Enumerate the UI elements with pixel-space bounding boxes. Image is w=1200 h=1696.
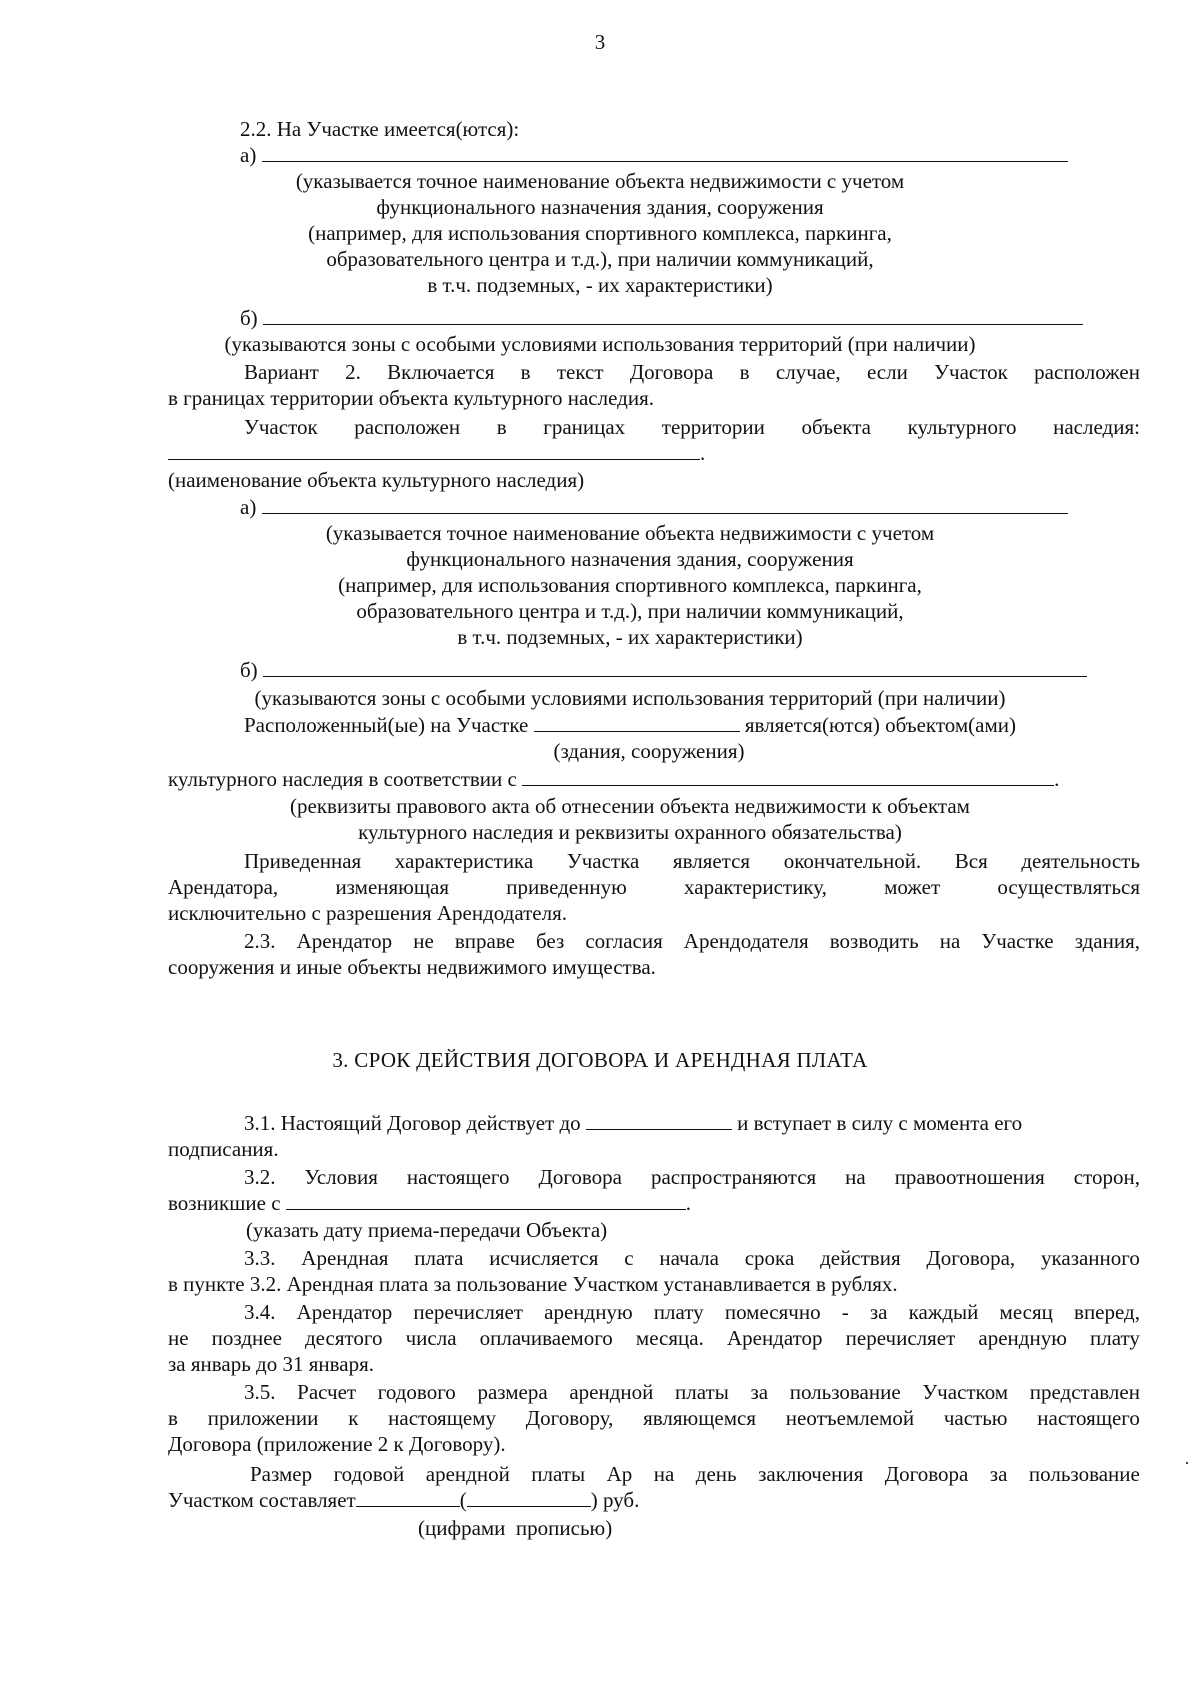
word: без [536, 929, 565, 953]
characteristic-line-3: исключительно с разрешения Арендодателя. [168, 901, 568, 925]
paren-open: ( [459, 1488, 467, 1512]
clause-3-4-line-1 [244, 1299, 1140, 1325]
variant2-a-hint-3: (например, для использования спортивного комплекса, паркинга, [338, 573, 922, 597]
word: изменяющая [335, 875, 450, 899]
clause-3-5-line-2 [168, 1405, 1140, 1431]
word: плату [1090, 1326, 1140, 1350]
clause-2-2-b-line [240, 305, 1083, 331]
word: 3.4. [244, 1300, 276, 1324]
word: частью [943, 1406, 1008, 1430]
word: на [939, 929, 961, 953]
word: Расчет [297, 1380, 357, 1404]
act-hint-1: (реквизиты правового акта об отнесении объекта недвижимости к объектам [290, 794, 970, 818]
clause-2-2-title: 2.2. На Участке имеется(ются): [240, 117, 520, 141]
word: каждый [908, 1300, 979, 1324]
word: являющемся [643, 1406, 757, 1430]
word: оплачиваемого [479, 1326, 613, 1350]
word: территории [661, 415, 765, 439]
word: здания, [1074, 929, 1140, 953]
word: Участке [981, 929, 1054, 953]
located-blank [534, 713, 740, 732]
word: арендной [425, 1462, 510, 1486]
word: к [348, 1406, 359, 1430]
word: в [739, 360, 750, 384]
rent-words-blank [467, 1488, 591, 1507]
word: позднее [211, 1326, 282, 1350]
clause-2-2-a-hint-3: (например, для использования спортивного комплекса, паркинга, [308, 221, 892, 245]
item-a-blank [262, 495, 1068, 514]
word: Ар [606, 1462, 633, 1486]
word: Договора, [926, 1246, 1016, 1270]
item-b-blank [263, 306, 1083, 325]
characteristic-line-2 [168, 874, 1140, 900]
variant2-a-hint-5: в т.ч. подземных, - их характеристики) [457, 625, 803, 649]
word: годового [377, 1380, 456, 1404]
scan-speck [1186, 1462, 1188, 1464]
word: размера [477, 1380, 548, 1404]
period: . [700, 441, 706, 465]
word: вправе [454, 929, 515, 953]
word: исчисляется [489, 1246, 599, 1270]
clause-3-5-line-1 [244, 1379, 1140, 1405]
word: в [168, 1406, 178, 1430]
word: не [168, 1326, 189, 1350]
word: с [624, 1246, 634, 1270]
located-line [244, 712, 1016, 738]
period: . [685, 1191, 692, 1215]
word: в [496, 415, 507, 439]
word: Размер [250, 1462, 313, 1486]
word: приложении [207, 1406, 319, 1430]
clause-3-4-line-3: за январь до 31 января. [168, 1352, 375, 1376]
word: на [845, 1165, 866, 1189]
word: согласия [585, 929, 663, 953]
word: характеристику, [684, 875, 827, 899]
word: Договора [538, 1165, 623, 1189]
word: пользование [1028, 1462, 1140, 1486]
word: Участком [922, 1380, 1009, 1404]
word: Договора [884, 1462, 969, 1486]
word: годовой [333, 1462, 405, 1486]
word: день [695, 1462, 737, 1486]
term-end-date-blank [586, 1111, 732, 1130]
word: настоящему [388, 1406, 496, 1430]
word: Участок [934, 360, 1008, 384]
word: распространяются [650, 1165, 817, 1189]
word: перечисляет [845, 1326, 956, 1350]
word: Участка [566, 849, 640, 873]
clause-3-2-hint: (указать дату приема-передачи Объекта) [246, 1218, 608, 1242]
word: Договору, [525, 1406, 614, 1430]
word: окончательной. [783, 849, 922, 873]
clause-2-3-line-1 [244, 928, 1140, 954]
word: является [672, 849, 751, 873]
located-start: Расположенный(ые) на Участке [244, 713, 529, 737]
word: культурного [907, 415, 1017, 439]
word: пользование [789, 1380, 901, 1404]
clause-3-1-line-1 [244, 1110, 1022, 1136]
clause-2-2-a-hint-4: образовательного центра и т.д.), при наличии коммуникаций, [326, 247, 874, 271]
word: Арендодателя [683, 929, 809, 953]
word: приведенную [506, 875, 627, 899]
word: расположен [354, 415, 461, 439]
clause-2-2-a-hint-1: (указывается точное наименование объекта недвижимости с учетом [295, 169, 905, 193]
word: если [866, 360, 908, 384]
variant2-a-hint-1: (указывается точное наименование объекта недвижимости с учетом [325, 521, 935, 545]
word: неотъемлемой [785, 1406, 915, 1430]
heritage-name-blank [168, 441, 700, 460]
word: Арендатор [296, 1300, 393, 1324]
word: 3.2. [244, 1165, 276, 1189]
clause-3-3-line-1 [244, 1245, 1140, 1271]
word: Условия [304, 1165, 378, 1189]
period: . [1054, 767, 1060, 791]
word: объекта [801, 415, 871, 439]
word: платы [675, 1380, 729, 1404]
word: срока [744, 1246, 795, 1270]
word: месяца. [635, 1326, 704, 1350]
rent-digits-blank [356, 1488, 460, 1507]
act-hint-2: культурного наследия и реквизиты охранного обязательства) [358, 820, 902, 844]
word: не [413, 929, 434, 953]
word: за [750, 1380, 769, 1404]
word: Вся [954, 849, 988, 873]
clause-3-3-line-2: в пункте 3.2. Арендная плата за пользование Участком устанавливается в рублях. [168, 1272, 898, 1296]
heritage-compliance-blank [522, 767, 1054, 786]
word: текст [556, 360, 604, 384]
clause-3-4-line-2 [168, 1325, 1140, 1351]
word: помесячно [724, 1300, 821, 1324]
word: сторон, [1073, 1165, 1140, 1189]
heritage-compliance-start: культурного наследия в соответствии с [168, 767, 517, 791]
handover-date-blank [286, 1191, 686, 1210]
variant2-line-3 [244, 414, 1140, 440]
page-number: 3 [594, 30, 606, 54]
word: десятого [305, 1326, 383, 1350]
item-b-label: б) [240, 306, 258, 330]
word: плата [414, 1246, 464, 1270]
word: Включается [387, 360, 495, 384]
clause-2-3-line-2: сооружения и иные объекты недвижимого имущества. [168, 955, 656, 979]
buildings-hint: (здания, сооружения) [553, 739, 745, 763]
word: месяц [999, 1300, 1053, 1324]
variant2-line-1 [244, 359, 1140, 385]
word: наследия: [1053, 415, 1140, 439]
clause-2-2-a-hint-2: функционального назначения здания, сооружения [376, 195, 824, 219]
heritage-compliance-line [168, 766, 1059, 792]
word: может [884, 875, 941, 899]
clause-3-1-start: 3.1. Настоящий Договор действует до [244, 1111, 581, 1135]
clause-3-1-line-2: подписания. [168, 1137, 279, 1161]
word: случае, [775, 360, 841, 384]
word: 3.5. [244, 1380, 276, 1404]
word: Приведенная [244, 849, 362, 873]
variant2-a-hint-4: образовательного центра и т.д.), при наличии коммуникаций, [356, 599, 904, 623]
word: плату [653, 1300, 704, 1324]
item-a-label: а) [240, 495, 257, 519]
word: вперед, [1074, 1300, 1140, 1324]
variant2-a-line [240, 494, 1068, 520]
word: 3.3. [244, 1246, 276, 1270]
clause-2-2-a-line [240, 142, 1068, 168]
word: деятельность [1021, 849, 1140, 873]
word: представлен [1029, 1380, 1140, 1404]
word: в [520, 360, 531, 384]
word: возводить [829, 929, 919, 953]
word: числа [405, 1326, 457, 1350]
rent-size-line-2 [168, 1487, 639, 1513]
rent-size-line-1 [250, 1461, 1140, 1487]
word: осуществляться [997, 875, 1140, 899]
word: настоящего [1037, 1406, 1140, 1430]
clause-3-2-line-1 [244, 1164, 1140, 1190]
located-end: является(ются) объектом(ами) [744, 713, 1016, 737]
item-b-blank [263, 658, 1087, 677]
word: Арендатор [726, 1326, 823, 1350]
word: за [869, 1300, 888, 1324]
word: расположен [1034, 360, 1140, 384]
word: за [989, 1462, 1008, 1486]
word: настоящего [406, 1165, 510, 1189]
word: Участок [244, 415, 318, 439]
rent-amount-hint: (цифрами прописью) [418, 1516, 613, 1540]
word: 2.3. [244, 929, 276, 953]
word: Арендатора, [168, 875, 279, 899]
word: границах [543, 415, 626, 439]
word: Вариант [244, 360, 319, 384]
word: перечисляет [413, 1300, 523, 1324]
item-b-label: б) [240, 658, 258, 682]
heritage-name-hint: (наименование объекта культурного наследия) [168, 468, 585, 492]
variant2-a-hint-2: функционального назначения здания, сооружения [406, 547, 854, 571]
word: 2. [345, 360, 361, 384]
word: арендной [569, 1380, 654, 1404]
word: действия [820, 1246, 901, 1270]
word: заключения [758, 1462, 864, 1486]
word: Договора [629, 360, 714, 384]
word: Арендная [301, 1246, 389, 1270]
word: арендную [978, 1326, 1067, 1350]
rent-amount-start: Участком составляет [168, 1488, 356, 1512]
variant2-line-2: в границах территории объекта культурного наследия. [168, 386, 654, 410]
clause-2-2-a-hint-5: в т.ч. подземных, - их характеристики) [427, 273, 773, 297]
word: начала [659, 1246, 719, 1270]
section-3-heading: 3. СРОК ДЕЙСТВИЯ ДОГОВОРА И АРЕНДНАЯ ПЛАТА [332, 1048, 868, 1072]
word: на [653, 1462, 675, 1486]
variant2-b-hint: (указываются зоны с особыми условиями использования территорий (при наличии) [254, 686, 1006, 710]
item-a-label: а) [240, 143, 257, 167]
word: правоотношения [894, 1165, 1045, 1189]
clause-3-1-end: и вступает в силу с момента его [737, 1111, 1023, 1135]
word: Арендатор [296, 929, 393, 953]
characteristic-line-1 [244, 848, 1140, 874]
word: арендную [544, 1300, 633, 1324]
item-a-blank [262, 143, 1068, 162]
clause-3-5-line-3: Договора (приложение 2 к Договору). [168, 1432, 506, 1456]
clause-3-2-line-2 [168, 1190, 691, 1216]
word: платы [531, 1462, 586, 1486]
word: указанного [1040, 1246, 1140, 1270]
rent-amount-end: ) руб. [590, 1488, 640, 1512]
heritage-name-line [168, 440, 705, 466]
word: характеристика [394, 849, 534, 873]
word: - [841, 1300, 849, 1324]
clause-3-2-start: возникшие с [168, 1191, 281, 1215]
variant2-b-line [240, 657, 1087, 683]
clause-2-2-b-hint: (указываются зоны с особыми условиями использования территорий (при наличии) [224, 332, 976, 356]
